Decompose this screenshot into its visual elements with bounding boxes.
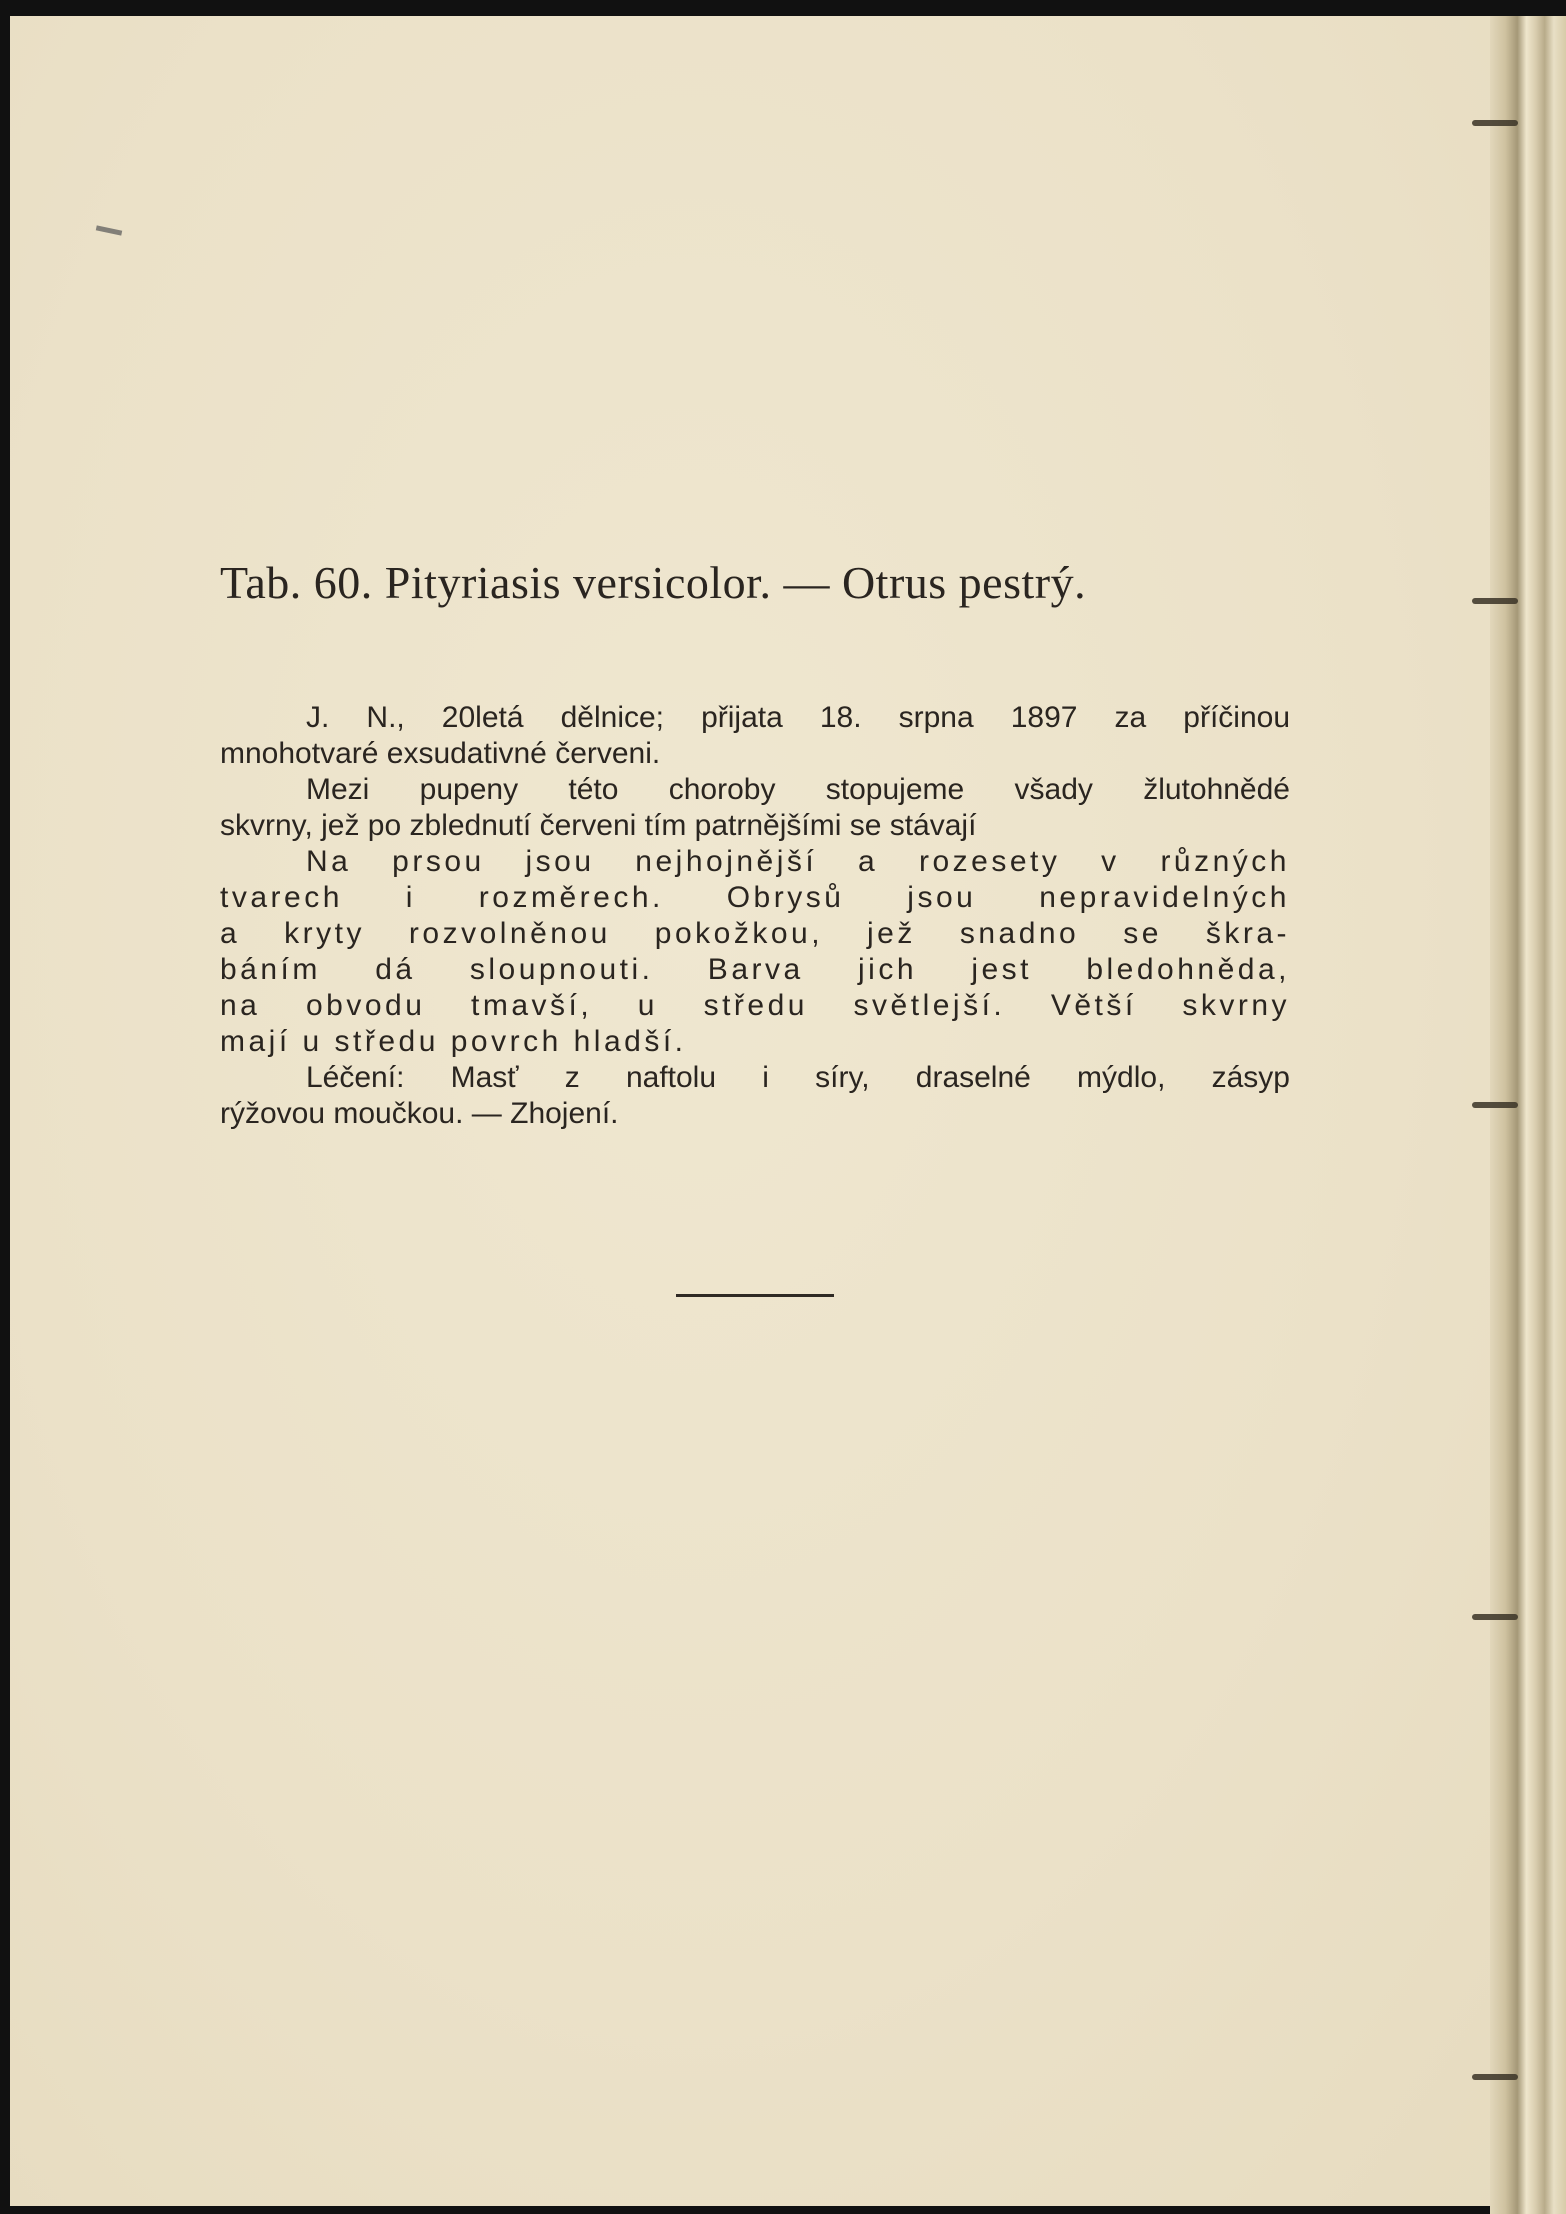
text-line: Mezi pupeny této choroby stopujeme všady žlutohnědé: [306, 773, 1290, 806]
case-description: [220, 700, 1290, 1132]
text-line: Léčení: Masť z naftolu i síry, draselné mýdlo, zásyp: [306, 1061, 1290, 1094]
paragraph-patient: [220, 700, 1290, 772]
text-line: mají u středu povrch hladší.: [220, 1025, 687, 1058]
section-divider: [676, 1294, 834, 1297]
binding-mark: [1472, 1102, 1518, 1108]
text-line: tvarech i rozměrech. Obrysů jsou nepravidelných: [220, 881, 1290, 914]
paragraph-treatment: [220, 1060, 1290, 1132]
text-line: rýžovou moučkou. — Zhojení.: [220, 1097, 619, 1130]
text-line: báním dá sloupnouti. Barva jich jest bledohněda,: [220, 953, 1290, 986]
binding-mark: [1472, 2074, 1518, 2080]
binding-mark: [1472, 1614, 1518, 1620]
binding-mark: [1472, 120, 1518, 126]
text-line: Na prsou jsou nejhojnější a rozesety v různých: [306, 845, 1290, 878]
text-line: J. N., 20letá dělnice; přijata 18. srpna 1897 za příčinou: [306, 701, 1290, 734]
text-line: a kryty rozvolněnou pokožkou, jež snadno se škra-: [220, 917, 1290, 950]
text-line: mnohotvaré exsudativné červeni.: [220, 737, 661, 770]
text-line: skvrny, jež po zblednutí červeni tím patrnějšími se stávají: [220, 809, 977, 842]
page-edge-binding: [1490, 16, 1566, 2214]
text-line: na obvodu tmavší, u středu světlejší. Větší skvrny: [220, 989, 1290, 1022]
paragraph-observation: [220, 772, 1290, 844]
binding-mark: [1472, 598, 1518, 604]
paragraph-distribution: [220, 844, 1290, 1060]
page-title: Tab. 60. Pityriasis versicolor. — Otrus pestrý.: [220, 557, 1087, 608]
